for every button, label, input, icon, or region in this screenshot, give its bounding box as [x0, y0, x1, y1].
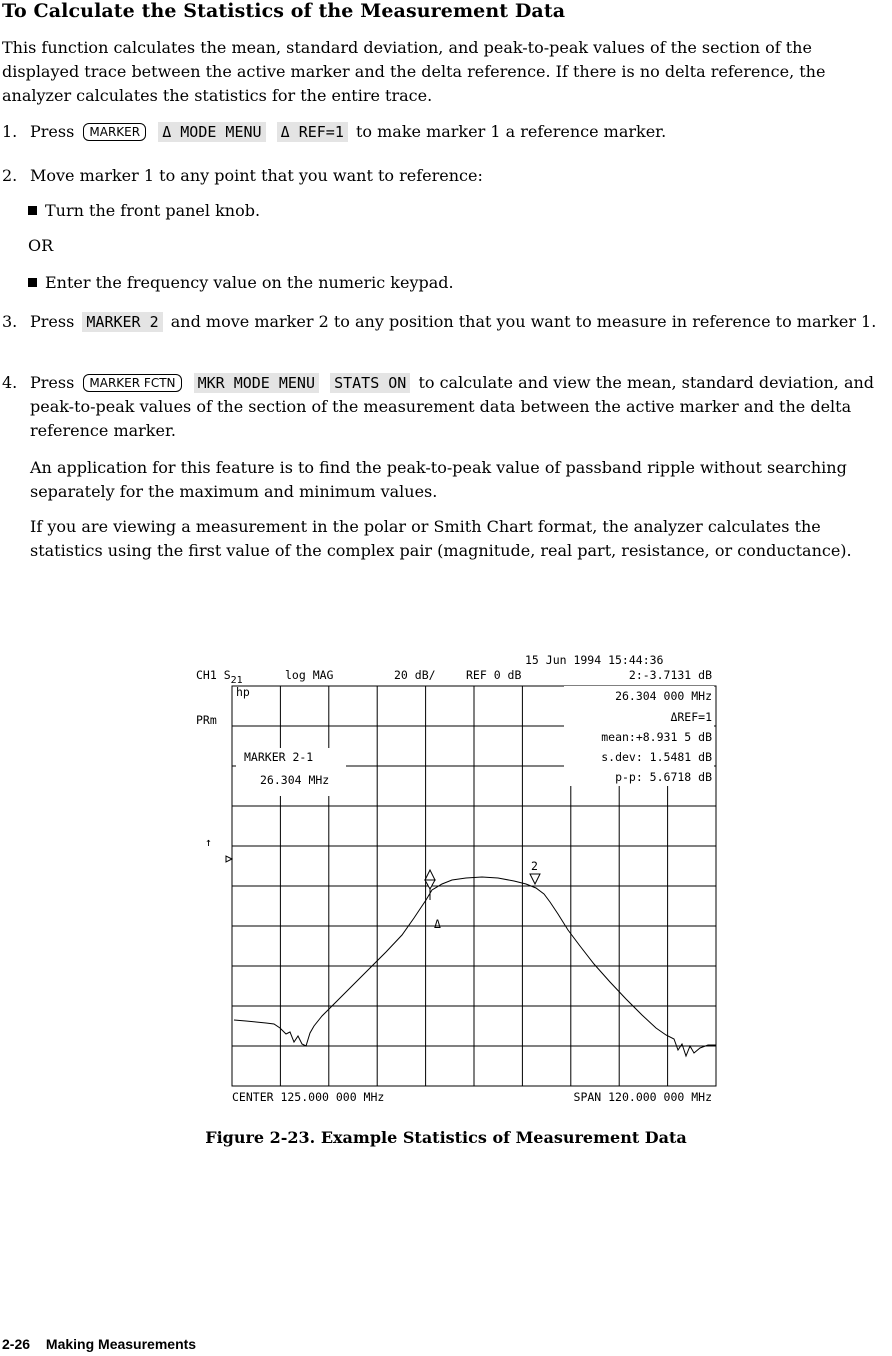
- peak-to-peak-readout: p-p: 5.6718 dB: [615, 770, 712, 784]
- step-text: to calculate and view the mean, standard deviation, and peak-to-peak values of the section of the measurement data between the active marker and the delta reference marker.: [30, 373, 875, 440]
- press-word: Press: [30, 373, 75, 392]
- intro-paragraph: This function calculates the mean, standard deviation, and peak-to-peak values of the section of the displayed trace between the active marker and the delta reference. If there is no delta reference, the analyzer calculates the statistics for the entire trace.: [2, 38, 826, 105]
- date-time-stamp: 15 Jun 1994 15:44:36: [525, 653, 664, 667]
- delta-ref-1-softkey: Δ REF=1: [277, 122, 348, 142]
- step-number: 4.: [2, 373, 18, 392]
- bullet-icon: [28, 278, 37, 287]
- step-text: Move marker 1 to any point that you want to reference:: [30, 166, 483, 185]
- press-word: Press: [30, 312, 75, 331]
- marker-fctn-hardkey: MARKER FCTN: [83, 374, 181, 392]
- marker-difference-label: MARKER 2-1: [244, 750, 314, 764]
- channel-label: CH1 S21: [196, 668, 243, 686]
- page-footer: [2, 1336, 196, 1352]
- format-label: log MAG: [285, 668, 334, 682]
- step-number: 1.: [2, 122, 18, 141]
- mean-readout: mean:+8.931 5 dB: [601, 730, 712, 744]
- analyzer-display: [190, 648, 720, 1108]
- span-label: SPAN 120.000 000 MHz: [573, 1090, 712, 1104]
- delta-mode-menu-softkey: Δ MODE MENU: [158, 122, 265, 142]
- hp-logo: hp: [236, 685, 250, 699]
- scale-label: 20 dB/: [394, 668, 436, 682]
- section-title: To Calculate the Statistics of the Measurement Data: [2, 0, 566, 22]
- polar-smith-paragraph: If you are viewing a measurement in the polar or Smith Chart format, the analyzer calculates the statistics using the first value of the complex pair (magnitude, real part, resistance, or conductance).: [30, 517, 852, 560]
- delta-symbol-label: Δ: [434, 917, 441, 931]
- std-dev-readout: s.dev: 1.5481 dB: [601, 750, 712, 764]
- marker-2-icon: [530, 874, 540, 884]
- mkr-mode-menu-softkey: MKR MODE MENU: [194, 373, 319, 393]
- prm-annotation: PRm: [196, 713, 217, 727]
- step-number: 2.: [2, 166, 18, 185]
- bullet-text: Enter the frequency value on the numeric keypad.: [45, 273, 454, 292]
- press-word: Press: [30, 122, 75, 141]
- or-text: OR: [28, 236, 54, 255]
- analyzer-screen: [190, 648, 720, 1108]
- marker-2-number: 2: [531, 859, 538, 873]
- marker-hardkey: MARKER: [83, 123, 146, 141]
- marker-difference-frequency: 26.304 MHz: [260, 773, 330, 787]
- figure-caption: Figure 2-23. Example Statistics of Measurement Data: [205, 1128, 687, 1147]
- step-text: and move marker 2 to any position that you want to measure in reference to marker 1.: [170, 312, 877, 331]
- reference-level-label: REF 0 dB: [466, 668, 522, 682]
- center-frequency-label: CENTER 125.000 000 MHz: [232, 1090, 385, 1104]
- reference-arrow-icon: ↑: [205, 835, 212, 849]
- bullet-text: Turn the front panel knob.: [45, 201, 261, 220]
- reference-position-marker-icon: [226, 856, 232, 862]
- marker-value-readout: 2:-3.7131 dB: [628, 668, 712, 682]
- marker-2-softkey: MARKER 2: [82, 312, 162, 332]
- delta-reference-marker-icon: [425, 880, 435, 889]
- step-number: 3.: [2, 312, 18, 331]
- stats-on-softkey: STATS ON: [330, 373, 410, 393]
- step-text: to make marker 1 a reference marker.: [355, 122, 667, 141]
- delta-ref-marker-glyph-icon: [425, 870, 435, 880]
- delta-ref-readout: ΔREF=1: [670, 710, 712, 724]
- bullet-keypad: [28, 271, 454, 295]
- section-name: Making Measurements: [45, 1336, 197, 1352]
- page-number: 2-26: [2, 1336, 31, 1352]
- bullet-icon: [28, 206, 37, 215]
- application-paragraph: An application for this feature is to find the peak-to-peak value of passband ripple without searching separately for the maximum and minimum values.: [30, 458, 847, 501]
- marker-frequency-readout: 26.304 000 MHz: [615, 689, 712, 703]
- bullet-knob: [28, 199, 260, 223]
